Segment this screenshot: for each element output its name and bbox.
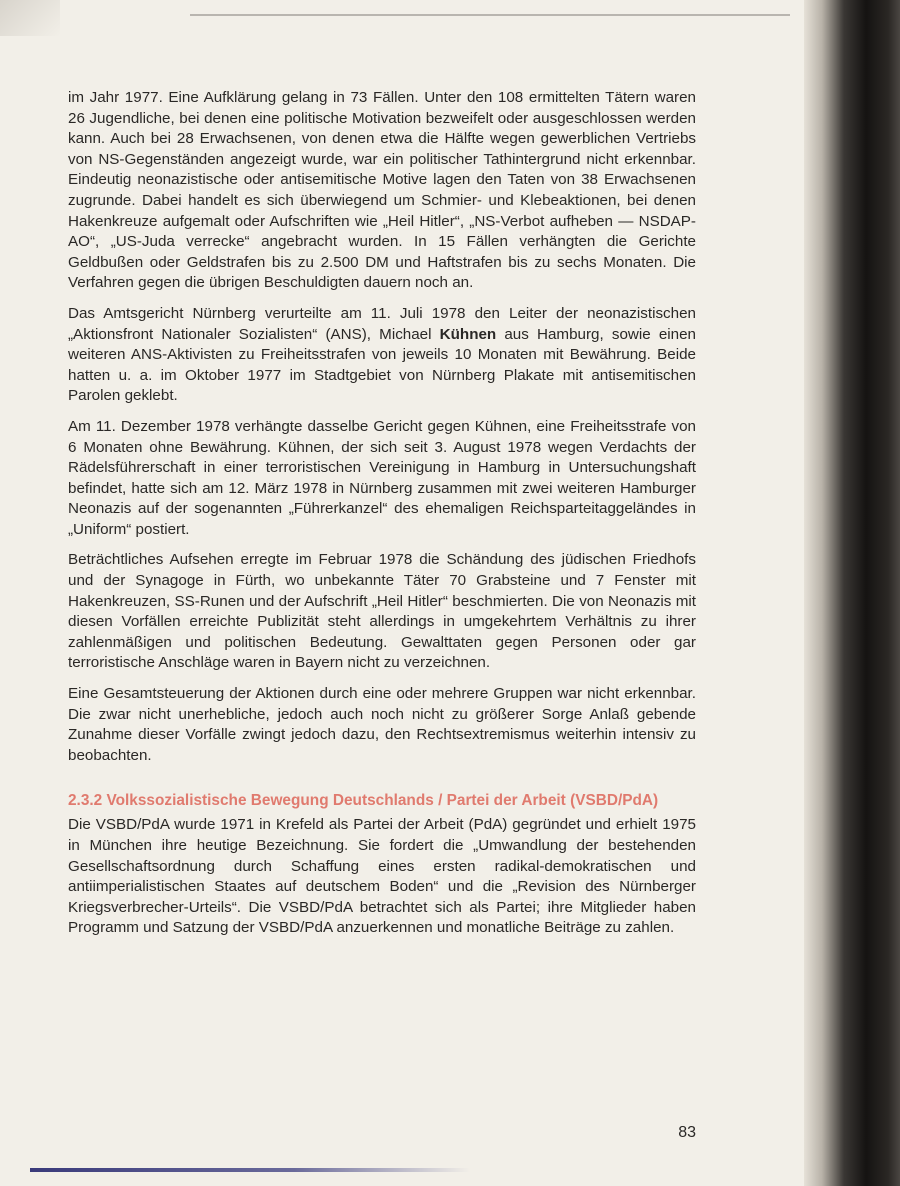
paragraph-5: Eine Gesamtsteuerung der Aktionen durch eine oder mehrere Gruppen war nicht erkennbar. Die zwar nicht unerhebliche, jedoch auch noch nicht zu größerer Sorge Anlaß gebende Zunahme dieser Vorfälle zwingt jedoch dazu, den Rechtsextremismus weiterhin intensiv zu beobachten. [68,685,696,764]
section-heading: 2.3.2 Volkssozialistische Bewegung Deutschlands / Partei der Arbeit (VSBD/PdA) [68,792,659,810]
paragraph-2-text-before: Das Amtsgericht Nürnberg verurteilte am 11. Juli 1978 den Leiter der neonazistischen „Aktionsfront Nationaler Sozialisten“ (ANS), Michael [68,304,696,343]
book-spine [804,0,900,1186]
page-bottom-edge [30,1168,470,1172]
paragraph-1: im Jahr 1977. Eine Aufklärung gelang in 73 Fällen. Unter den 108 ermittelten Tätern waren 26 Jugendliche, bei denen eine politische Motivation bezweifelt oder ausgeschlossen werden kann. Auch bei 28 Erwachsenen, von denen etwa die Hälfte wegen gewerblichen Vertriebs von NS-Gegenständen angezeigt wurde, war ein politischer Tathintergrund nicht erkennbar. Eindeutig neonazistische oder antisemitische Motive lagen den Taten von 38 Erwachsenen zugrunde. Dabei handelt es sich überwiegend um Schmier- und Klebeaktionen, bei denen Hakenkreuze aufgemalt oder Aufschriften wie „Heil Hitler“, „NS-Verbot aufheben — NSDAP-AO“, „US-Juda verrecke“ angebracht wurden. In 15 Fällen verhängten die Gerichte Geldbußen oder Geldstrafen bis zu 2.500 DM und Haftstrafen bis zu sechs Monaten. Die Verfahren gegen die übrigen Beschuldigten dauern noch an. [68,89,696,292]
paragraph-6: Die VSBD/PdA wurde 1971 in Krefeld als Partei der Arbeit (PdA) gegründet und erhielt 1975 in München ihre heutige Bezeichnung. Sie fordert die „Umwandlung der bestehenden Gesellschaftsordnung durch Schaffung eines ersten radikal-demokratischen und antiimperialistischen Staates auf deutschem Boden“ und die „Revision des Nürnberger Kriegsverbrecher-Urteils“. Die VSBD/PdA betrachtet sich als Partei; ihre Mitglieder haben Programm und Satzung der VSBD/PdA anzuerkennen und monatliche Beiträge zu zahlen. [68,816,696,937]
paragraph-2-text-after: aus Hamburg, sowie einen weiteren ANS-Aktivisten zu Freiheitsstrafen von jeweils 10 Monaten mit Bewährung. Beide hatten u. a. im Oktober 1977 im Stadtgebiet von Nürnberg Plakate mit antisemitischen Parolen geklebt. [68,325,696,405]
page-corner-shading [0,0,60,36]
paragraph-3: Am 11. Dezember 1978 verhängte dasselbe Gericht gegen Kühnen, eine Freiheitsstrafe von 6 Monaten ohne Bewährung. Kühnen, der sich seit 3. August 1978 wegen Verdachts der Rädelsführerschaft in einer terroristischen Vereinigung in Hamburg in Untersuchungshaft befindet, hatte sich am 12. März 1978 in Nürnberg zusammen mit zwei weiteren Hamburger Neonazis auf der sogenannten „Führerkanzel“ des ehemaligen Reichsparteitaggeländes in „Uniform“ postiert. [68,417,696,538]
page-number: 83 [678,1124,696,1141]
paragraph-2 [68,304,696,407]
highlighted-name: Kühnen [439,325,497,343]
paragraph-4: Beträchtliches Aufsehen erregte im Februar 1978 die Schändung des jüdischen Friedhofs und der Synagoge in Fürth, wo unbekannte Täter 70 Grabsteine und 7 Fenster mit Hakenkreuzen, SS-Runen und der Aufschrift „Heil Hitler“ beschmierten. Die von Neonazis mit diesen Vorfällen erreichte Publizität steht allerdings in umgekehrtem Verhältnis zu ihrer zahlenmäßigen und politischen Bedeutung. Gewalttaten gegen Personen oder gar terroristische Anschläge waren in Bayern nicht zu verzeichnen. [68,551,696,672]
page-body [68,88,696,949]
page-top-edge [190,14,790,16]
